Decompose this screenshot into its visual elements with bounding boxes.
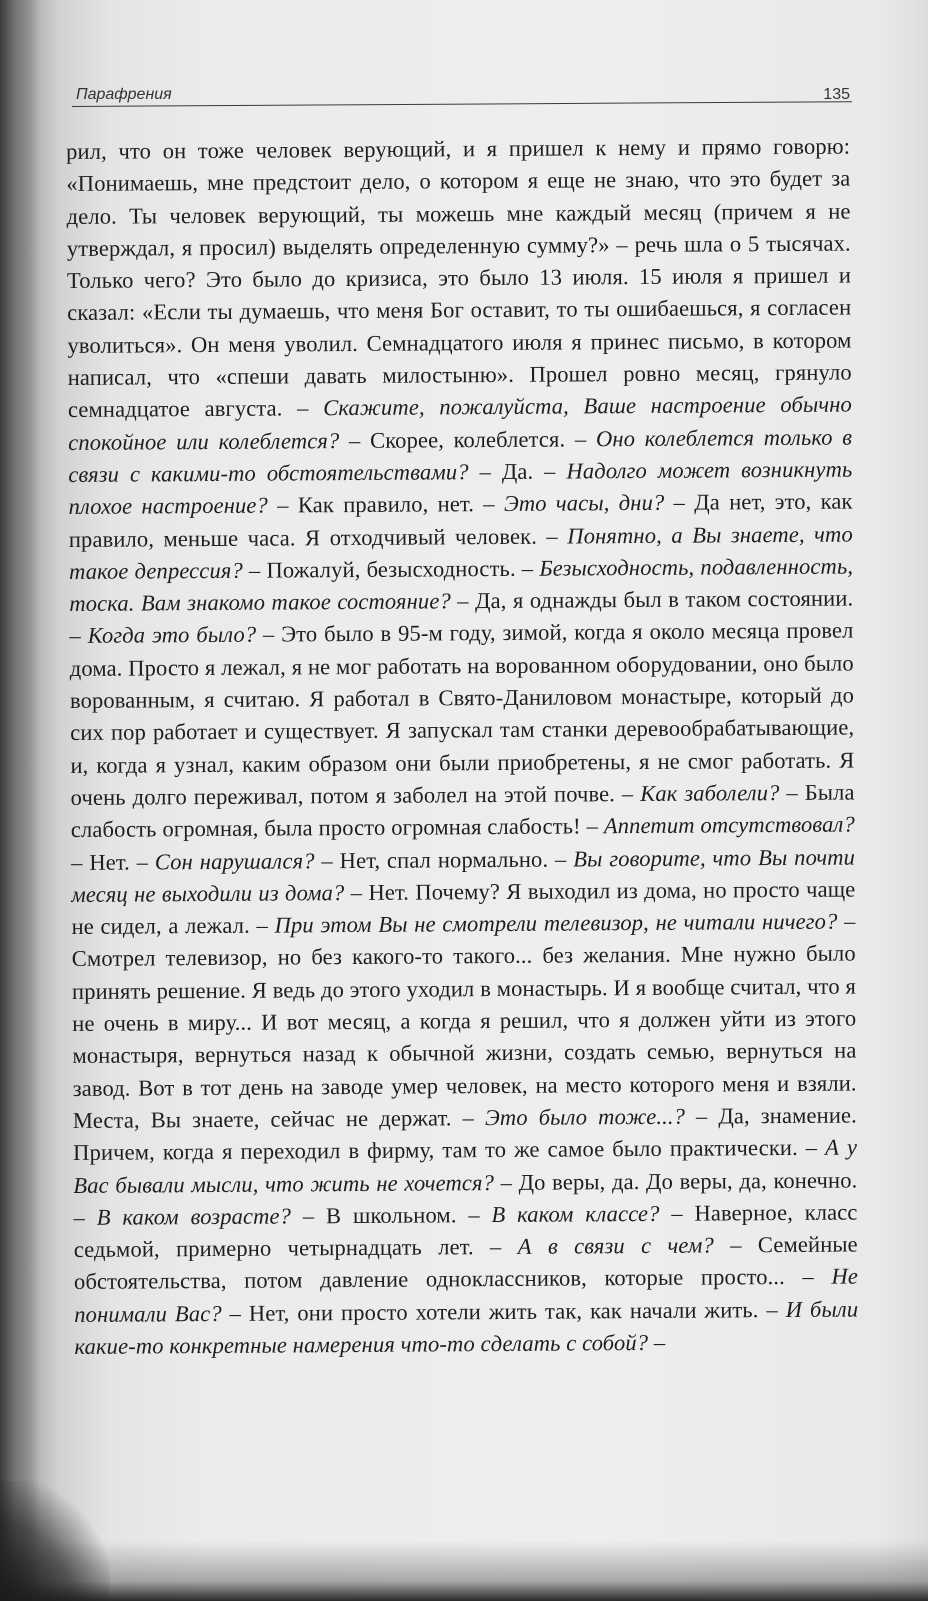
interviewer-question: Сон нарушался? (154, 847, 315, 874)
interviewer-question: Это часы, дни? (503, 490, 665, 517)
patient-answer: – Семейные обстоятельства, потом давление одноклассников, которые просто... – (73, 1231, 858, 1295)
bottom-edge-shadow (0, 1541, 928, 1601)
interviewer-question: А в связи с чем? (517, 1232, 714, 1259)
patient-answer: – В школьном. – (290, 1201, 492, 1229)
patient-answer: – Нет. Почему? Я выходил из дома, но просто чаще не сидел, а лежал. – (71, 876, 856, 940)
corner-shadow (0, 1481, 110, 1601)
body-text (66, 131, 859, 1364)
interviewer-question: Надолго может возникнуть плохое настроение? (68, 456, 853, 520)
patient-answer: – Как правило, нет. – (267, 491, 504, 518)
patient-answer: – Да нет, это, как правило, меньше часа. Я отходчивый человек. – (68, 488, 853, 552)
interviewer-question: Не понимали Вас? (74, 1263, 859, 1327)
book-spine-shadow (0, 0, 40, 1601)
patient-answer: – Наверное, класс седьмой, примерно четырнадцать лет. – (73, 1199, 858, 1263)
interviewer-question: Это было тоже...? (484, 1103, 686, 1131)
interviewer-question: А у Вас бывали мысли, что жить не хочется? (73, 1134, 858, 1198)
paragraph (66, 131, 859, 1364)
interviewer-question: При этом Вы не смотрели телевизор, не читали ничего? (274, 908, 838, 938)
interviewer-question: Скажите, пожалуйста, Ваше настроение обычно спокойное или колеблется? (68, 391, 852, 455)
patient-answer: – Скорее, колеблется. – (339, 425, 597, 453)
interviewer-question: И были какие-то конкретные намерения что-то сделать с собой? (74, 1296, 859, 1359)
interviewer-question: Когда это было? (87, 622, 257, 649)
patient-answer: рил, что он тоже человек верующий, и я пришел к нему и прямо говорю: «Понимаешь, мне предстоит дело, о котором я еще не знаю, что это будет за дело. Ты человек верующий, ты можешь мне каждый месяц (причем я не утверждал, я просил) выделять определенную сумму?» – речь шла о 5 тысячах. Только чего? Это было до кризиса, это было 13 июля. 15 июля я пришел и сказал: «Если ты думаешь, что меня Бог оставит, то ты ошибаешься, я согласен уволиться». Он меня уволил. Семнадцатого июля я принес письмо, в котором написал, что «спеши давать милостыню». Прошел ровно месяц, грянуло семнадцатое августа. – (66, 133, 852, 423)
patient-answer: – Это было в 95-м году, зимой, когда я около месяца провел дома. Просто я лежал, я не мог работать на ворованном оборудовании, оно было ворованным, я считаю. Я работал в Свято-Даниловом монастыре, который до сих пор работает и существует. Я запускал там станки деревообрабатывающие, и, когда я узнал, каким образом они были приобретены, я не смог работать. Я очень долго переживал, потом я заболел на этой почве. – (69, 617, 855, 810)
patient-answer: – Нет. – (70, 848, 155, 875)
patient-answer: – Да. – (468, 458, 567, 485)
interviewer-question: Понятно, а Вы знаете, что такое депрессия? (68, 521, 853, 584)
patient-answer: – (648, 1329, 666, 1355)
patient-answer: – Пожалуй, безысходность. – (242, 555, 540, 583)
running-title: Парафрения (76, 86, 172, 103)
interviewer-question: Вы говорите, что Вы почти месяц не выходили из дома? (71, 844, 856, 907)
interviewer-question: В каком классе? (491, 1200, 660, 1227)
interviewer-question: В каком возрасте? (96, 1203, 292, 1230)
interviewer-question: Оно колеблется только в связи с какими-то обстоятельствами? (68, 424, 853, 487)
patient-answer: – Да, знамение. Причем, когда я переходил в фирму, там то же самое было практически. – (73, 1102, 857, 1166)
interviewer-question: Безысходность, подавленность, тоска. Вам знакомо такое состояние? (69, 553, 854, 617)
patient-answer: – Нет, они просто хотели жить так, как начали жить. – (221, 1296, 786, 1326)
page-number: 135 (823, 86, 850, 103)
patient-answer: – Да, я однажды был в таком состоянии. – (69, 585, 854, 649)
interviewer-question: Аппетит отсутствовал? (603, 811, 855, 839)
patient-answer: – Смотрел телевизор, но без какого-то такого... без желания. Мне нужно было принять решение. Я ведь до этого уходил в монастырь. И я вообще считал, что я не очень в миру... И вот месяц, а когда я решил, что я должен уйти из этого монастыря, вернуться назад к обычной жизни, создать семью, вернуться на завод. Вот в тот день на заводе умер человек, на место которого меня и взяли. Места, Вы знаете, сейчас не держат. – (71, 908, 857, 1133)
patient-answer: – До веры, да. До веры, да, конечно. – (73, 1167, 858, 1230)
patient-answer: – Была слабость огромная, была просто огромная слабость! – (70, 779, 855, 843)
interviewer-question: Как заболели? (640, 779, 780, 806)
patient-answer: – Нет, спал нормально. – (314, 846, 574, 873)
